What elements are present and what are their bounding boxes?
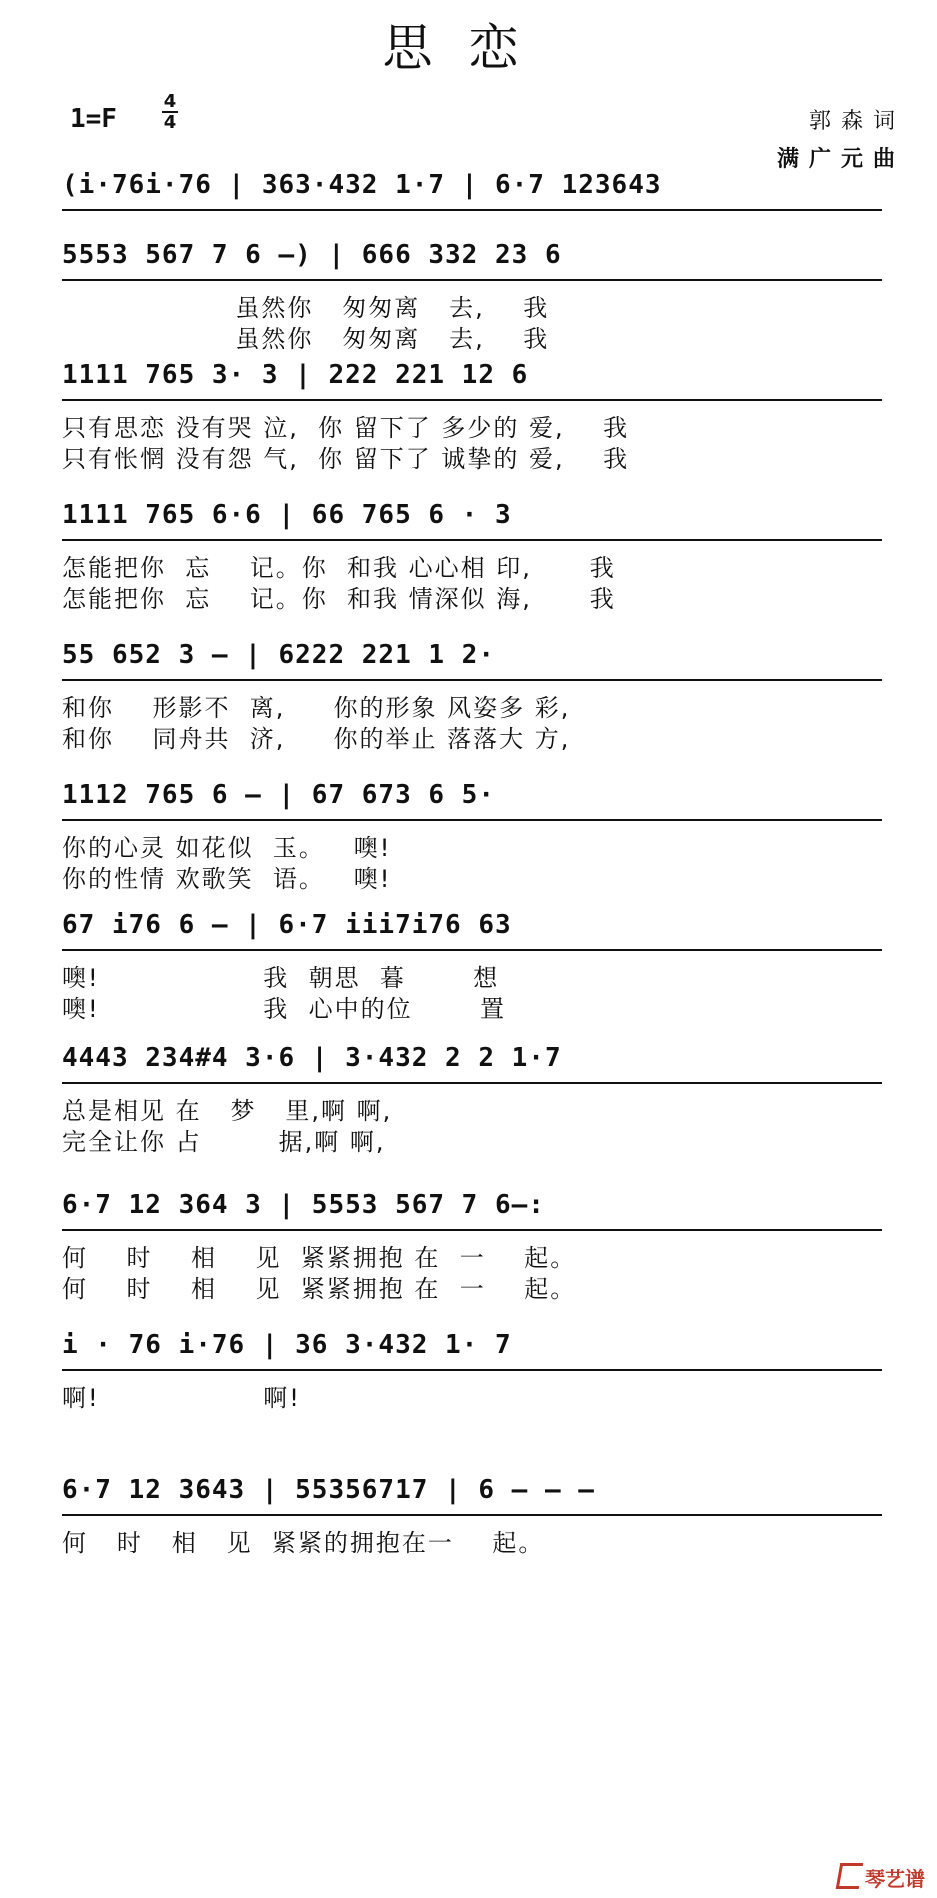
beam-line <box>62 1514 882 1516</box>
notation-line: 67 i76 6 — | 6·7 iii7i76 63 <box>62 905 902 945</box>
lyric-line: 虽然你 匆匆离 去, 我 <box>62 325 550 353</box>
notation-line: i · 76 i·76 | 36 3·432 1· 7 <box>62 1325 902 1365</box>
lyricist-credit: 郭森词 <box>808 109 905 134</box>
key-signature: 1=F <box>70 104 117 134</box>
lyric-line: 啊! 啊! <box>62 1384 301 1412</box>
lyric-line: 何 时 相 见 紧紧拥抱 在 一 起。 <box>62 1275 577 1303</box>
lyric-line: 和你 形影不 离, 你的形象 风姿多 彩, <box>62 694 571 722</box>
music-system <box>62 905 902 1025</box>
beam-line <box>62 539 882 541</box>
composer-credit: 满广元曲 <box>776 146 905 172</box>
music-system <box>62 1470 902 1559</box>
lyric-line: 你的心灵 如花似 玉。 噢! <box>62 834 392 862</box>
lyric-line: 和你 同舟共 济, 你的举止 落落大 方, <box>62 725 571 753</box>
music-system <box>62 1185 902 1305</box>
meter-top: 4 <box>163 91 177 112</box>
beam-line <box>62 949 882 951</box>
lyric-line: 总是相见 在 梦 里,啊 啊, <box>62 1097 393 1125</box>
watermark-icon <box>836 1863 864 1889</box>
beam-line <box>62 279 882 281</box>
notation-line: 1111 765 3· 3 | 222 221 12 6 <box>62 355 902 395</box>
song-title: 思恋 <box>382 19 555 77</box>
music-system <box>62 355 902 475</box>
lyric-line: 你的性情 欢歌笑 语。 噢! <box>62 865 392 893</box>
notation-line: (i·76i·76 | 363·432 1·7 | 6·7 123643 <box>62 165 902 205</box>
lyric-line: 噢! 我 朝思 暮 想 <box>62 964 500 992</box>
beam-line <box>62 819 882 821</box>
beam-line <box>62 679 882 681</box>
notation-line: 5553 567 7 6 —) | 666 332 23 6 <box>62 235 902 275</box>
notation-line: 4443 234#4 3·6 | 3·432 2 2 1·7 <box>62 1038 902 1078</box>
beam-line <box>62 209 882 211</box>
music-system <box>62 635 902 755</box>
music-system <box>62 165 902 205</box>
lyric-line: 虽然你 匆匆离 去, 我 <box>62 294 550 322</box>
music-system <box>62 235 902 355</box>
beam-line <box>62 1229 882 1231</box>
beam-line <box>62 399 882 401</box>
notation-line: 1112 765 6 — | 67 673 6 5· <box>62 775 902 815</box>
lyric-line: 只有怅惘 没有怨 气, 你 留下了 诚挚的 爱, 我 <box>62 445 630 473</box>
lyric-line: 怎能把你 忘 记。你 和我 情深似 海, 我 <box>62 585 616 613</box>
lyric-line: 噢! 我 心中的位 置 <box>62 995 506 1023</box>
watermark-text: 琴艺谱 <box>865 1867 925 1891</box>
beam-line <box>62 1082 882 1084</box>
music-system <box>62 775 902 895</box>
beam-line <box>62 1369 882 1371</box>
notation-line: 6·7 12 3643 | 55356717 | 6 — — — <box>62 1470 902 1510</box>
notation-line: 55 652 3 — | 6222 221 1 2· <box>62 635 902 675</box>
lyric-line: 何 时 相 见 紧紧的拥抱在一 起。 <box>62 1529 545 1557</box>
lyric-line: 何 时 相 见 紧紧拥抱 在 一 起。 <box>62 1244 577 1272</box>
notation-line: 1111 765 6·6 | 66 765 6 · 3 <box>62 495 902 535</box>
meter-bottom: 4 <box>163 112 177 133</box>
music-system <box>62 1325 902 1414</box>
lyric-line: 只有思恋 没有哭 泣, 你 留下了 多少的 爱, 我 <box>62 414 630 442</box>
music-system <box>62 1038 902 1158</box>
watermark-logo <box>838 1863 925 1892</box>
lyric-line: 怎能把你 忘 记。你 和我 心心相 印, 我 <box>62 554 616 582</box>
notation-line: 6·7 12 364 3 | 5553 567 7 6—: <box>62 1185 902 1225</box>
time-signature <box>162 92 178 132</box>
lyric-line: 完全让你 占 据,啊 啊, <box>62 1128 386 1156</box>
music-system <box>62 495 902 615</box>
